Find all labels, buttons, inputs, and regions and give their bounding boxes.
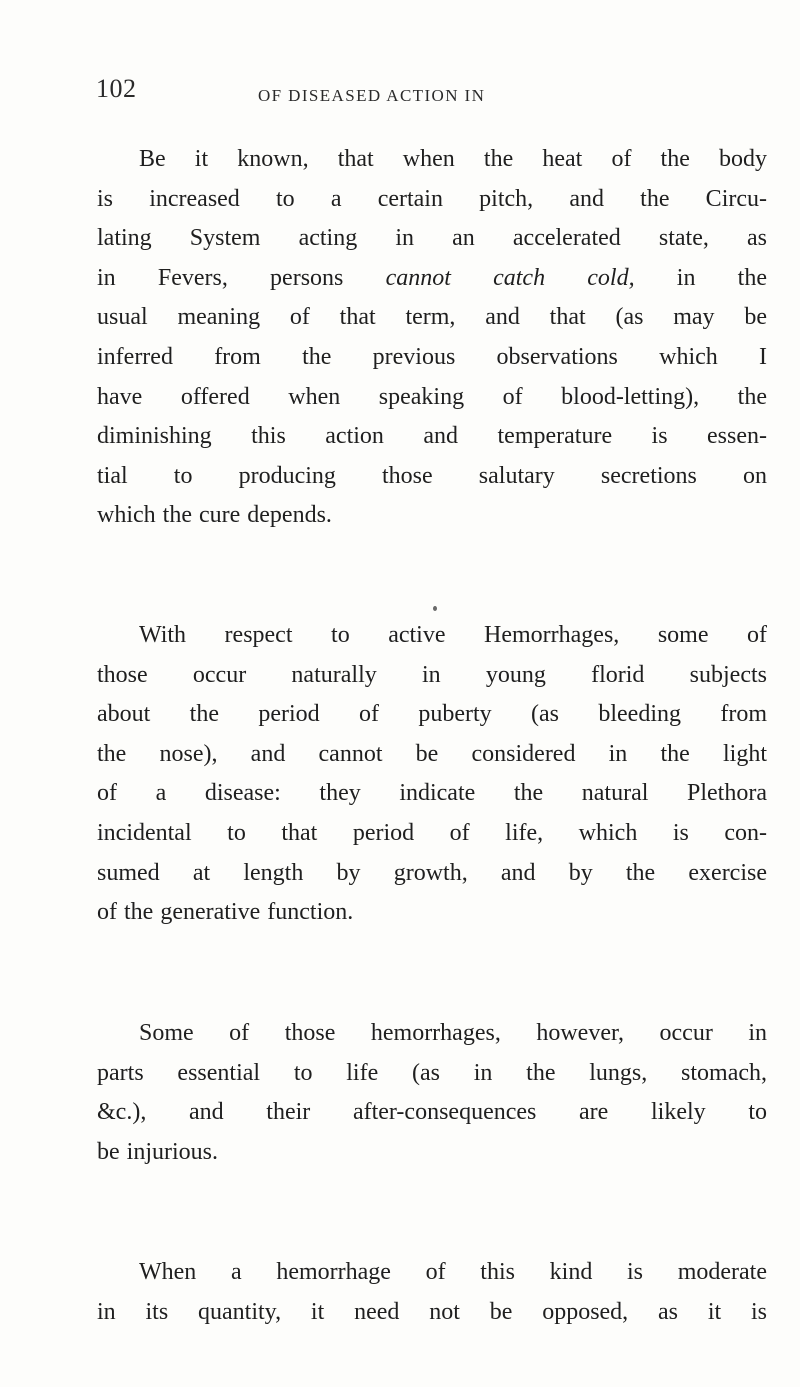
page-number: 102 [96, 74, 137, 103]
text-line: is increased to a certain pitch, and the Circu- [97, 185, 767, 212]
text-line: usual meaning of that term, and that (as may be [97, 304, 767, 331]
text-line: With respect to active Hemorrhages, some of [139, 622, 767, 648]
ink-speck [433, 606, 437, 611]
emphasis-text: cannot catch cold, [385, 264, 635, 291]
text-line: of a disease: they indicate the natural Plethora [97, 780, 767, 807]
text-line: of the generative function. [97, 899, 354, 926]
paragraph-essential-parts [97, 1014, 767, 1172]
page-header [0, 76, 800, 116]
text-segment: in the [676, 264, 767, 291]
text-line: incidental to that period of life, which is con- [97, 819, 767, 846]
text-line: parts essential to life (as in the lungs, stomach, [97, 1059, 767, 1086]
text-line: lating System acting in an accelerated state, as [97, 225, 767, 252]
text-line: sumed at length by growth, and by the exercise [97, 859, 767, 886]
text-line: inferred from the previous observations which I [97, 343, 767, 370]
text-line: those occur naturally in young florid subjects [97, 661, 767, 688]
text-line: have offered when speaking of blood-letting), the [97, 383, 767, 410]
text-line: Be it known, that when the heat of the body [139, 146, 767, 172]
text-line: about the period of puberty (as bleeding from [97, 701, 767, 728]
text-line: the nose), and cannot be considered in the light [97, 740, 767, 767]
paragraph-moderate [97, 1253, 767, 1332]
text-segment: in Fevers, persons [97, 264, 344, 291]
text-line: When a hemorrhage of this kind is moderate [139, 1259, 767, 1285]
text-line: Some of those hemorrhages, however, occur in [139, 1020, 767, 1046]
text-line-mixed [97, 259, 767, 299]
running-head: OF DISEASED ACTION IN [258, 86, 486, 105]
text-line: in its quantity, it need not be opposed, as it is [97, 1298, 767, 1325]
text-line: tial to producing those salutary secretions on [97, 462, 767, 489]
text-line: be injurious. [97, 1138, 218, 1165]
text-line: which the cure depends. [97, 502, 332, 529]
text-line: diminishing this action and temperature is essen- [97, 423, 767, 450]
text-line: &c.), and their after-consequences are likely to [97, 1099, 767, 1126]
paragraph-fevers [97, 140, 767, 536]
paragraph-hemorrhages [97, 616, 767, 933]
